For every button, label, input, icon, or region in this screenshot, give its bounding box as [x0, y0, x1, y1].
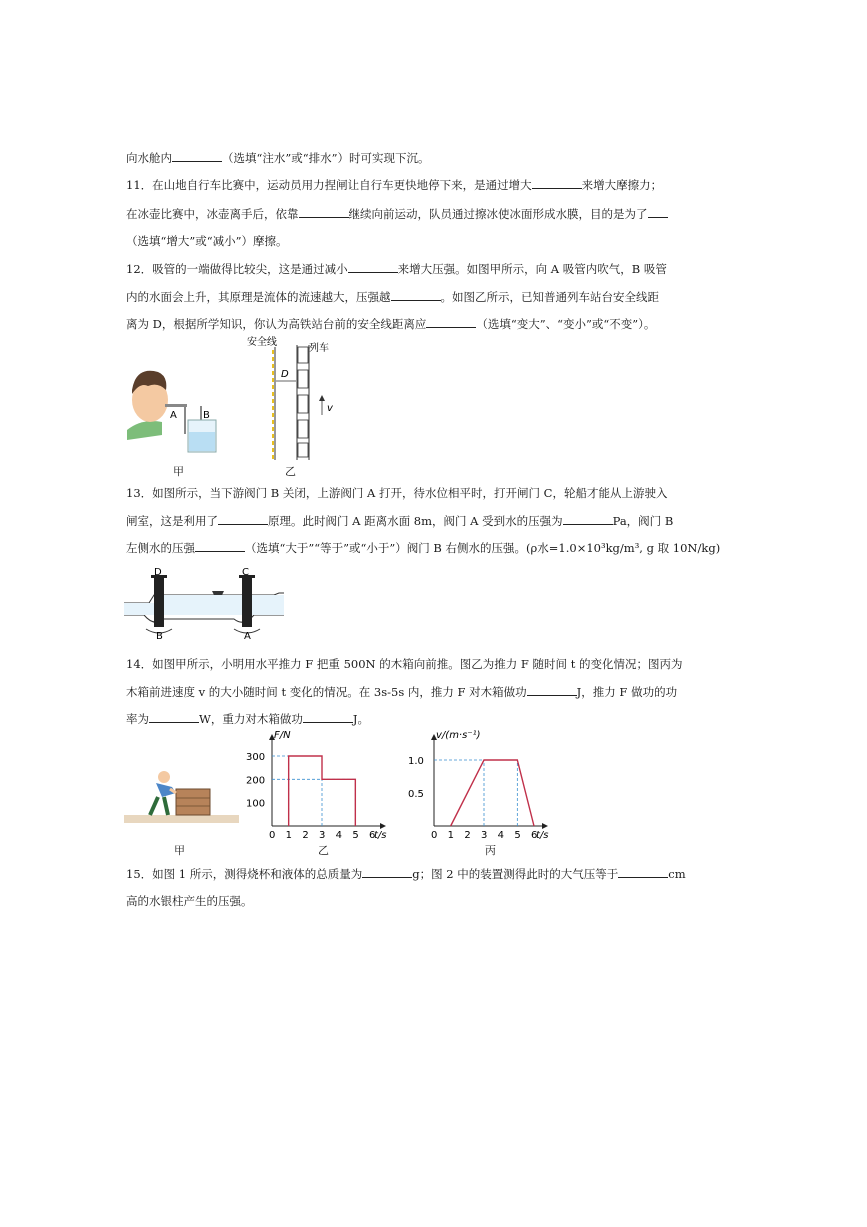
answer-blank[interactable]	[299, 207, 349, 218]
x-axis-arrow	[380, 823, 386, 829]
label-c: C	[242, 567, 249, 578]
y-tick-label: 0.5	[408, 789, 424, 800]
caption-yi: 乙	[285, 465, 296, 478]
x-tick-label: 6	[531, 830, 538, 840]
q11-line-1: 11．在山地自行车比赛中，运动员用力捏闸让自行车更快地停下来，是通过增大 来增大摩擦力；	[126, 178, 663, 192]
force-time-chart	[240, 730, 400, 840]
q13-line-3: 左侧水的压强 （选填“大于”“等于”或“小于”）阀门 B 右侧水的压强。(ρ水=1.0×10³kg/m³, g 取 10N/kg)	[126, 541, 721, 555]
q13-line-2: 闸室，这是利用了 原理。此时阀门 A 距离水面 8m，阀门 A 受到水的压强为 Pa，阀门 B	[126, 514, 674, 528]
pushing-box-figure	[124, 765, 239, 825]
x-tick-label: 5	[514, 830, 521, 840]
q11-line-2: 在冰壶比赛中，冰壶离手后，依靠 继续向前运动，队员通过擦冰使冰面形成水膜，目的是为了	[126, 206, 668, 222]
answer-blank[interactable]	[195, 541, 245, 552]
answer-blank[interactable]	[391, 290, 441, 301]
x-axis-arrow	[542, 823, 548, 829]
x-tick-label: 6	[369, 830, 376, 840]
answer-blank[interactable]	[218, 514, 268, 525]
answer-blank[interactable]	[172, 151, 222, 162]
x-axis-label: t/s	[536, 830, 549, 840]
platform-train-figure	[245, 335, 355, 465]
caption-bing: 丙	[485, 844, 496, 857]
x-tick-label: 4	[497, 830, 505, 840]
answer-blank[interactable]	[303, 712, 353, 723]
answer-blank[interactable]	[648, 207, 668, 218]
y-tick-label: 1.0	[408, 756, 424, 767]
q10-line: 向水舱内 （选填“注水”或“排水”）时可实现下沉。	[126, 151, 430, 165]
answer-blank[interactable]	[348, 262, 398, 273]
ship-icon	[212, 591, 224, 595]
q12-line-3: 离为 D，根据所学知识，你认为高铁站台前的安全线距离应 （选填“变大”、“变小”或“不变”）。	[126, 317, 656, 331]
x-tick-label: 4	[335, 830, 343, 840]
boy-blowing-straw-figure	[122, 360, 232, 460]
wooden-box	[176, 789, 210, 815]
x-tick-label: 3	[319, 830, 326, 840]
answer-blank[interactable]	[532, 178, 582, 189]
x-tick-label: 0	[269, 830, 276, 840]
q12-line-2: 内的水面会上升，其原理是流体的流速越大，压强越 。如图乙所示，已知普通列车站台安全线距	[126, 290, 659, 304]
q14-line-2: 木箱前进速度 v 的大小随时间 t 变化的情况。在 3s-5s 内，推力 F 对木箱做功 J，推力 F 做功的功	[126, 685, 678, 699]
answer-blank[interactable]	[426, 317, 476, 328]
x-tick-label: 2	[464, 830, 471, 840]
q13-line-1: 13．如图所示，当下游阀门 B 关闭，上游阀门 A 打开，待水位相平时，打开闸门 C，轮船才能从上游驶入	[126, 486, 668, 500]
q14-line-1: 14．如图甲所示，小明用水平推力 F 把重 500N 的木箱向前推。图乙为推力 F 随时间 t 的变化情况；图丙为	[126, 657, 683, 671]
q14-line-3: 率为 W，重力对木箱做功 J。	[126, 712, 369, 726]
x-tick-label: 1	[447, 830, 455, 840]
caption-yi: 乙	[318, 844, 329, 857]
x-axis-label: t/s	[374, 830, 387, 840]
valve-d-gate	[154, 577, 164, 627]
answer-blank[interactable]	[527, 685, 577, 696]
q15-line-2: 高的水银柱产生的压强。	[126, 894, 253, 908]
valve-c-gate	[242, 577, 252, 627]
q12-line-1: 12．吸管的一端做得比较尖，这是通过减小 来增大压强。如图甲所示，向 A 吸管内吹气，B 吸管	[126, 262, 667, 276]
x-tick-label: 0	[431, 830, 438, 840]
label-a: A	[170, 410, 177, 421]
label-b: B	[203, 410, 210, 421]
y-tick-label: 100	[246, 798, 266, 810]
x-tick-label: 3	[481, 830, 488, 840]
label-a: A	[244, 631, 251, 640]
q11-line-3: （选填“增大”或“减小”）摩擦。	[126, 234, 288, 248]
safety-line-label: 安全线	[247, 337, 277, 348]
label-v: v	[327, 403, 333, 414]
y-axis-label: F/N	[274, 730, 291, 741]
x-tick-label: 1	[285, 830, 293, 840]
answer-blank[interactable]	[149, 712, 199, 723]
answer-blank[interactable]	[618, 867, 668, 878]
y-tick-label: 300	[246, 752, 266, 763]
q15-line-1: 15．如图 1 所示，测得烧杯和液体的总质量为 g；图 2 中的装置测得此时的大气压等于 cm	[126, 867, 686, 881]
y-tick-label: 200	[246, 775, 266, 787]
x-tick-label: 2	[302, 830, 309, 840]
label-d: D	[154, 567, 162, 578]
series-line	[451, 760, 534, 826]
label-b: B	[156, 631, 163, 640]
answer-blank[interactable]	[563, 514, 613, 525]
x-tick-label: 5	[352, 830, 359, 840]
caption-jia: 甲	[174, 844, 185, 857]
caption-jia: 甲	[173, 465, 184, 478]
ship-lock-figure	[124, 565, 289, 640]
y-axis-label: v/(m·s⁻¹)	[436, 730, 481, 741]
label-d: D	[281, 369, 289, 380]
answer-blank[interactable]	[362, 867, 412, 878]
train-label: 列车	[309, 343, 329, 354]
velocity-time-chart	[408, 730, 573, 840]
